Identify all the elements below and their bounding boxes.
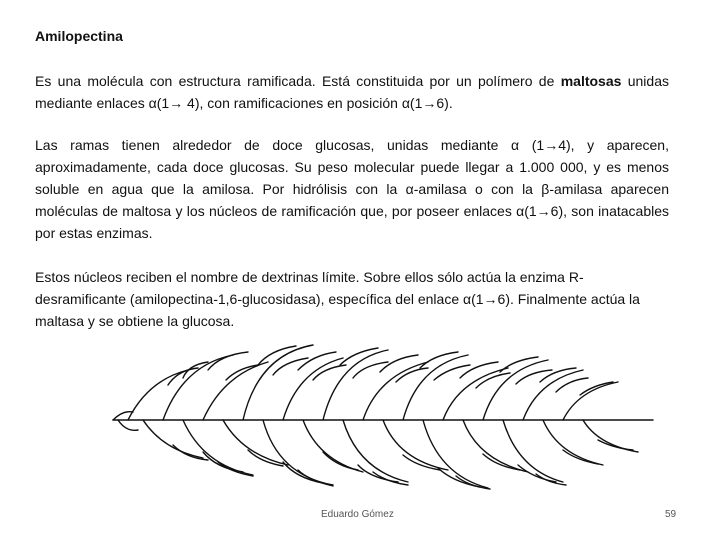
right-arrow-icon: → xyxy=(483,291,498,307)
right-arrow-icon: → xyxy=(536,203,551,219)
right-arrow-icon: → xyxy=(169,95,184,111)
p2-text-b: 4), y aparecen, aproximadamente, cada doce glucosas. Su peso molecular puede llegar a 1.000 000, y es menos soluble en agua que la amilosa. Por hidrólisis con la α-amilasa o con la β-amilasa aparecen moléculas de maltosa y los núcleos de ramificación que, por poseer enlaces α(1 xyxy=(35,137,669,219)
p1-bold-maltosas: maltosas xyxy=(560,73,622,89)
right-arrow-icon: → xyxy=(544,137,559,153)
page-number: 59 xyxy=(665,509,677,520)
slide-title: Amilopectina xyxy=(35,28,123,44)
paragraph-branches xyxy=(35,134,669,244)
paragraph-structure xyxy=(35,70,669,114)
p1-text-d: 4), con ramificaciones en posición α(1 xyxy=(183,95,423,111)
p1-text-a: Es una molécula con estructura ramificada. Está constituida por un polímero de xyxy=(35,73,561,89)
paragraph-dextrins xyxy=(35,266,669,332)
amylopectin-structure-figure xyxy=(108,340,658,500)
p2-text-c: 6), son inatacables por estas enzimas. xyxy=(35,203,669,241)
p1-text-c: unidas mediante enlaces α(1 xyxy=(35,73,669,111)
p3-text-b: 6). Finalmente actúa la maltasa y se obtiene la glucosa. xyxy=(35,291,640,329)
right-arrow-icon: → xyxy=(422,95,437,111)
p1-text-e: 6). xyxy=(436,95,453,111)
footer-author: Eduardo Gómez xyxy=(321,509,394,520)
p2-text-a: Las ramas tienen alrededor de doce glucosas, unidas mediante α (1 xyxy=(35,137,545,153)
p3-text-a: Estos núcleos reciben el nombre de dextrinas límite. Sobre ellos sólo actúa la enzima R-desramificante (amilopectina-1,6-glucosidasa), específica del enlace α(1 xyxy=(35,269,584,307)
